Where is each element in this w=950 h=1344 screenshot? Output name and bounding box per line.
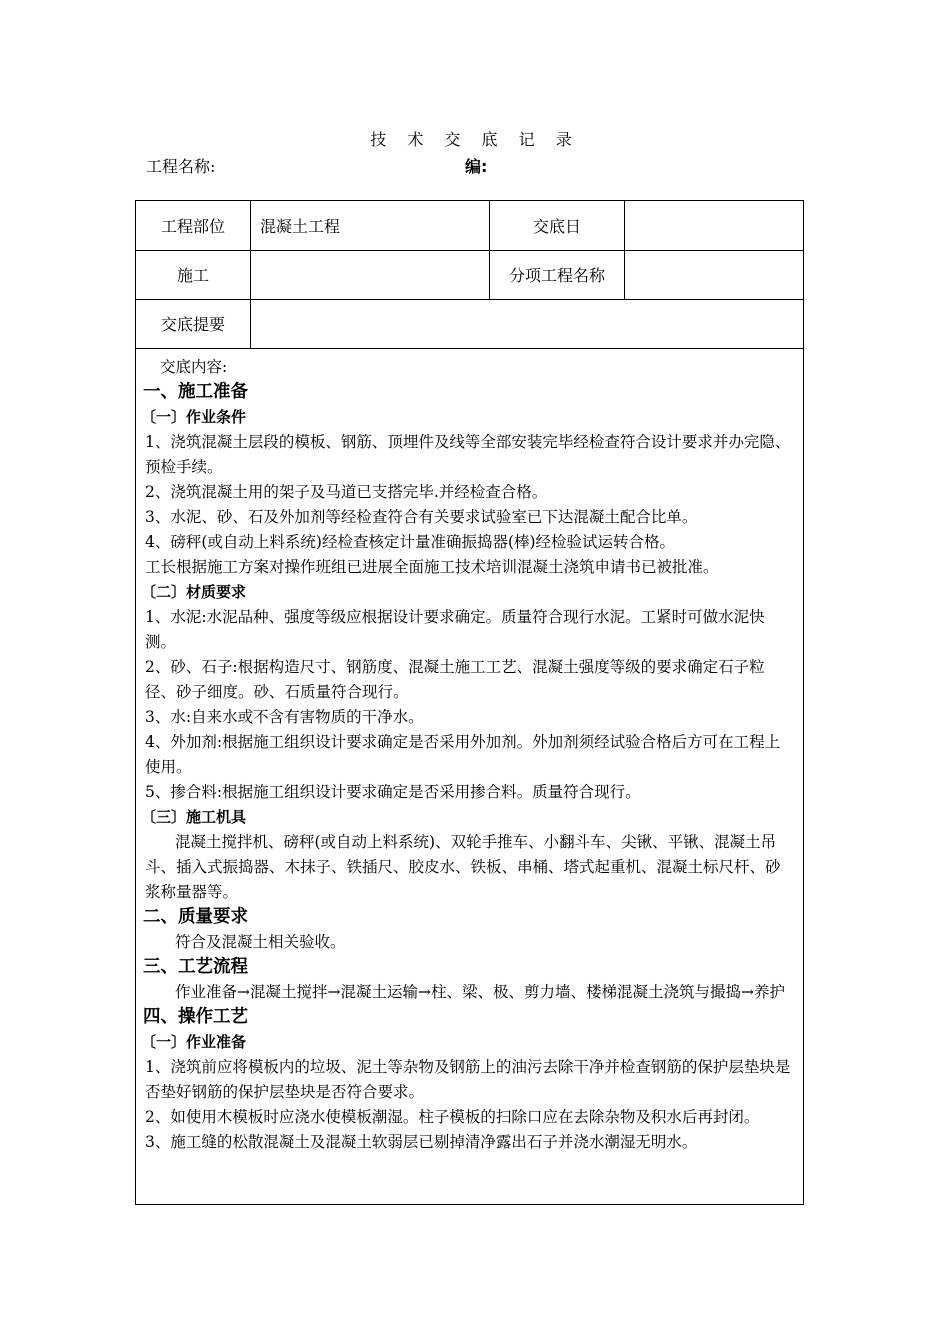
subsection-heading: 〔一〕作业条件 — [141, 407, 247, 426]
value-handover-date[interactable] — [625, 201, 804, 250]
label-summary: 交底提要 — [136, 299, 251, 348]
table-row — [136, 299, 803, 348]
project-name-label: 工程名称: — [146, 157, 216, 176]
code-label: 编: — [465, 157, 488, 176]
section-heading: 二、质量要求 — [143, 906, 248, 927]
paragraph: 4、外加剂:根据施工组织设计要求确定是否采用外加剂。外加剂须经试验合格后方可在工程上使用。 — [145, 732, 781, 776]
document-title: 技 术 交 底 记 录 — [370, 130, 580, 149]
section-heading: 一、施工准备 — [143, 381, 248, 402]
paragraph: 3、施工缝的松散混凝土及混凝土软弱层已剔掉清净露出石子并浇水潮湿无明水。 — [145, 1132, 698, 1151]
paragraph: 2、如使用木模板时应浇水使模板潮湿。柱子模板的扫除口应在去除杂物及积水后再封闭。 — [145, 1107, 760, 1126]
table-row — [136, 201, 803, 250]
paragraph: 混凝土搅拌机、磅秤(或自动上料系统)、双轮手推车、小翻斗车、尖锹、平锹、混凝土吊斗、插入式振捣器、木抹子、铁插尺、胶皮水、铁板、串桶、塔式起重机、混凝土标尺杆、砂浆称量器等。 — [145, 832, 781, 901]
label-project-part: 工程部位 — [136, 201, 251, 250]
label-construction: 施工 — [136, 250, 251, 299]
label-subproject-name: 分项工程名称 — [490, 250, 625, 299]
paragraph: 2、砂、石子:根据构造尺寸、钢筋度、混凝土施工工艺、混凝土强度等级的要求确定石子粒径、砂子细度。砂、石质量符合现行。 — [145, 657, 765, 701]
table-row — [136, 250, 803, 299]
header-table — [136, 201, 803, 349]
paragraph: 工长根据施工方案对操作班组已进展全面施工技术培训混凝土浇筑申请书已被批准。 — [145, 557, 719, 576]
paragraph: 1、浇筑前应将模板内的垃圾、泥土等杂物及钢筋上的油污去除干净并检查钢筋的保护层垫块是否垫好钢筋的保护层垫块是否符合要求。 — [145, 1057, 791, 1101]
paragraph: 4、磅秤(或自动上料系统)经检查核定计量准确振捣器(棒)经检验试运转合格。 — [145, 532, 676, 551]
subsection-heading: 〔三〕施工机具 — [141, 807, 247, 826]
value-subproject-name[interactable] — [625, 250, 804, 299]
handover-content — [136, 349, 803, 1155]
paragraph: 3、水泥、砂、石及外加剂等经检查符合有关要求试验室已下达混凝土配合比单。 — [145, 507, 698, 526]
paragraph: 作业准备→混凝土搅拌→混凝土运输→柱、梁、极、剪力墙、楼梯混凝土浇筑与撮捣→养护 — [175, 982, 785, 1001]
paragraph: 3、水:自来水或不含有害物质的干净水。 — [145, 707, 424, 726]
value-summary[interactable] — [251, 299, 804, 348]
value-construction[interactable] — [251, 250, 490, 299]
handover-record-sheet — [135, 200, 804, 1205]
label-handover-date: 交底日 — [490, 201, 625, 250]
paragraph: 2、浇筑混凝土用的架子及马道已支搭完毕.并经检查合格。 — [145, 482, 548, 501]
subsection-heading: 〔一〕作业准备 — [141, 1032, 247, 1051]
paragraph: 1、浇筑混凝土层段的模板、钢筋、顶埋件及线等全部安装完毕经检查符合设计要求并办完隐、预检手续。 — [145, 432, 791, 476]
paragraph: 1、水泥:水泥品种、强度等级应根据设计要求确定。质量符合现行水泥。工紧时可做水泥快测。 — [145, 607, 765, 651]
subsection-heading: 〔二〕材质要求 — [141, 582, 247, 601]
content-intro: 交底内容: — [160, 357, 228, 376]
paragraph: 5、掺合料:根据施工组织设计要求确定是否采用掺合料。质量符合现行。 — [145, 782, 641, 801]
section-heading: 三、工艺流程 — [143, 956, 248, 977]
value-project-part[interactable]: 混凝土工程 — [251, 201, 490, 250]
paragraph: 符合及混凝土相关验收。 — [175, 932, 346, 951]
section-heading: 四、操作工艺 — [143, 1006, 248, 1027]
